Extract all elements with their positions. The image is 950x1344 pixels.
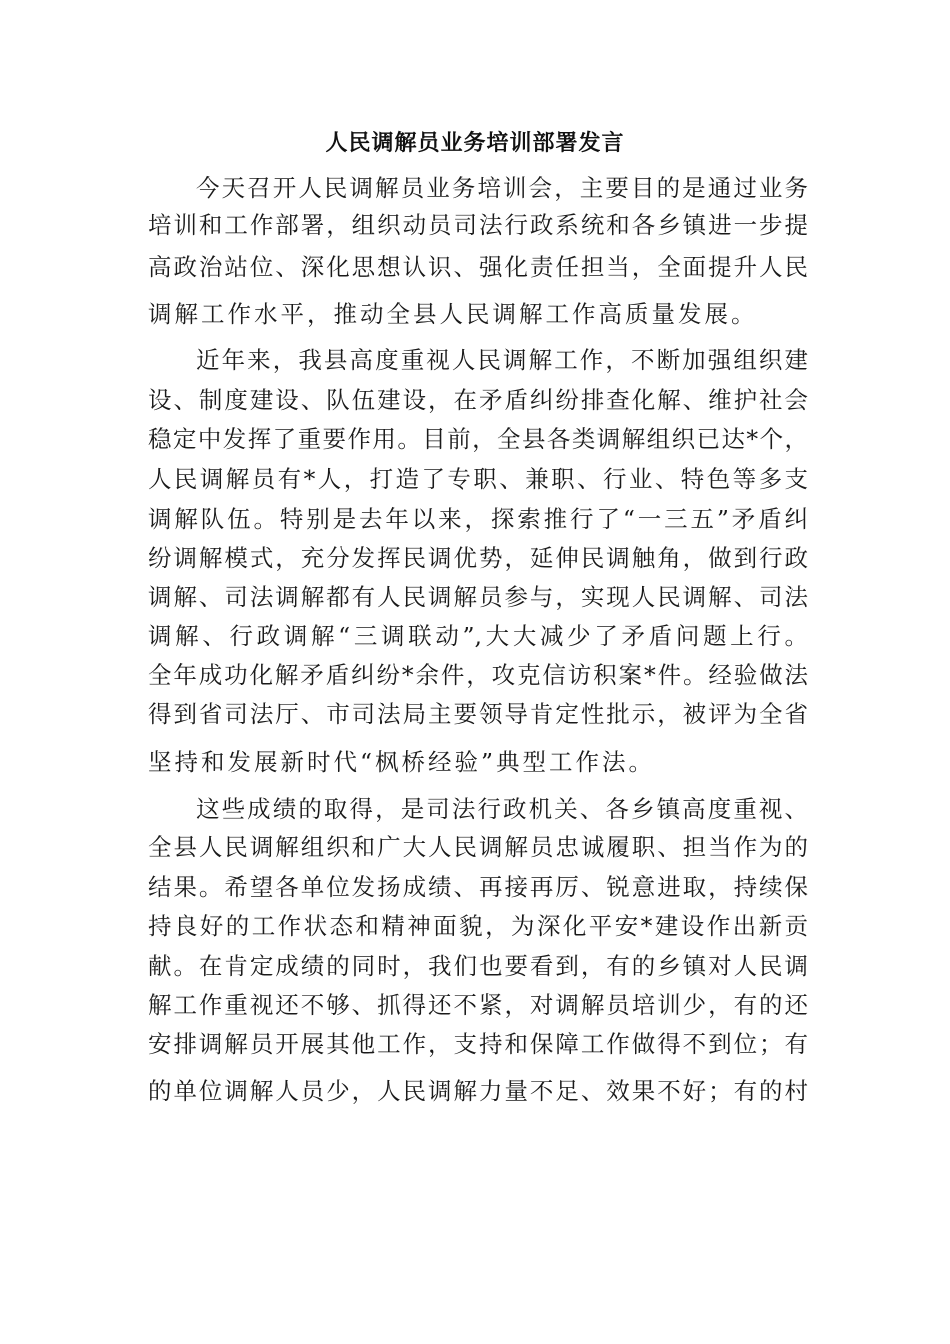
text-line: 设、制度建设、队伍建设，在矛盾纠纷排查化解、维护社会	[148, 386, 808, 414]
text-line: 结果。希望各单位发扬成绩、再接再厉、锐意进取，持续保	[148, 873, 808, 901]
document-title: 人民调解员业务培训部署发言	[325, 130, 625, 156]
text-line: 全县人民调解组织和广大人民调解员忠诚履职、担当作为的	[148, 833, 808, 861]
text-line: 坚持和发展新时代“枫桥经验”典型工作法。	[148, 748, 656, 776]
text-line: 的单位调解人员少，人民调解力量不足、效果不好；有的村	[148, 1077, 808, 1105]
text-line: 调解队伍。特别是去年以来，探索推行了“一三五”矛盾纠	[148, 505, 808, 533]
text-line: 调解、司法调解都有人民调解员参与，实现人民调解、司法	[148, 583, 808, 611]
text-line: 人民调解员有*人，打造了专职、兼职、行业、特色等多支	[148, 465, 808, 493]
text-line: 解工作重视还不够、抓得还不紧，对调解员培训少，有的还	[148, 991, 808, 1019]
text-line: 稳定中发挥了重要作用。目前，全县各类调解组织已达*个，	[148, 425, 808, 453]
text-line: 高政治站位、深化思想认识、强化责任担当，全面提升人民	[148, 253, 808, 281]
text-line: 培训和工作部署，组织动员司法行政系统和各乡镇进一步提	[148, 211, 808, 239]
text-line: 得到省司法厅、市司法局主要领导肯定性批示，被评为全省	[148, 700, 808, 728]
text-line: 献。在肯定成绩的同时，我们也要看到，有的乡镇对人民调	[148, 952, 808, 980]
text-line: 纷调解模式，充分发挥民调优势，延伸民调触角，做到行政	[148, 544, 808, 572]
text-line: 安排调解员开展其他工作，支持和保障工作做得不到位；有	[148, 1030, 808, 1058]
text-line: 持良好的工作状态和精神面貌，为深化平安*建设作出新贡	[148, 912, 808, 940]
text-line: 这些成绩的取得，是司法行政机关、各乡镇高度重视、	[196, 795, 808, 823]
text-line: 近年来，我县高度重视人民调解工作，不断加强组织建	[196, 346, 808, 374]
text-line: 调解工作水平，推动全县人民调解工作高质量发展。	[148, 300, 758, 328]
text-line: 今天召开人民调解员业务培训会，主要目的是通过业务	[196, 174, 808, 202]
text-line: 调解、行政调解“三调联动”,大大减少了矛盾问题上行。	[148, 622, 808, 650]
text-line: 全年成功化解矛盾纠纷*余件，攻克信访积案*件。经验做法	[148, 661, 808, 689]
